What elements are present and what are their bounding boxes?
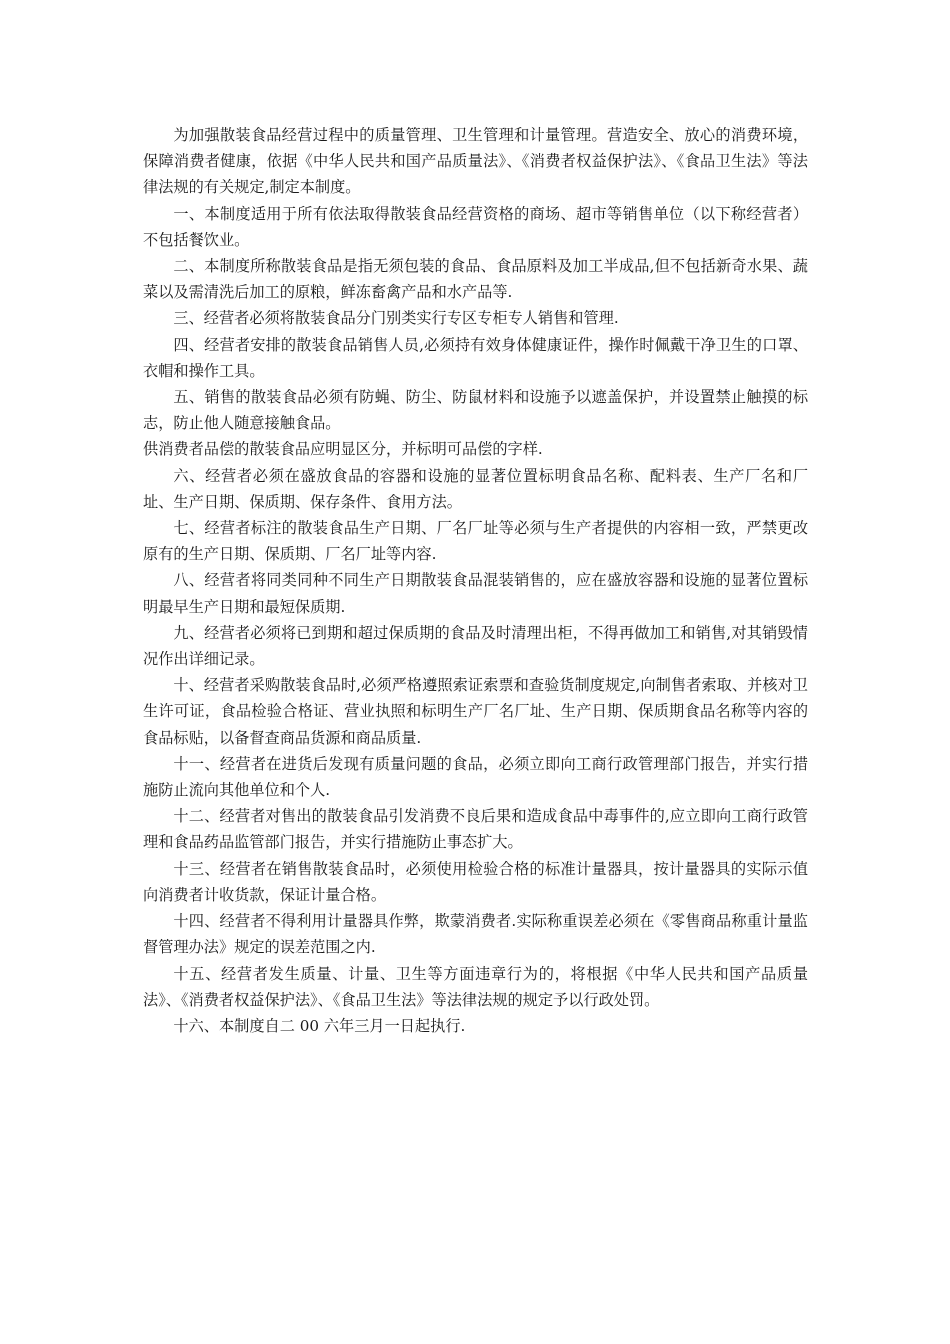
paragraph-article-2: 二、本制度所称散装食品是指无须包装的食品、食品原料及加工半成品,但不包括新奇水果、蔬菜以及需清洗后加工的原粮，鲜冻畜禽产品和水产品等. <box>143 257 808 302</box>
paragraph-article-1: 一、本制度适用于所有依法取得散装食品经营资格的商场、超市等销售单位（以下称经营者）不包括餐饮业。 <box>143 204 808 249</box>
paragraph-article-4: 四、经营者安排的散装食品销售人员,必须持有效身体健康证件，操作时佩戴干净卫生的口罩、衣帽和操作工具。 <box>143 335 808 380</box>
paragraph-article-6: 六、经营者必须在盛放食品的容器和设施的显著位置标明食品名称、配料表、生产厂名和厂址、生产日期、保质期、保存条件、食用方法。 <box>143 466 808 511</box>
paragraph-article-13: 十三、经营者在销售散装食品时，必须使用检验合格的标准计量器具，按计量器具的实际示值向消费者计收货款，保证计量合格。 <box>143 859 808 904</box>
document-body <box>143 122 808 1039</box>
paragraph-article-3: 三、经营者必须将散装食品分门别类实行专区专柜专人销售和管理. <box>173 309 619 328</box>
paragraph-article-9: 九、经营者必须将已到期和超过保质期的食品及时清理出柜，不得再做加工和销售,对其销毁情况作出详细记录。 <box>143 623 808 669</box>
paragraph-article-11: 十一、经营者在进货后发现有质量问题的食品，必须立即向工商行政管理部门报告，并实行措施防止流向其他单位和个人. <box>143 754 808 800</box>
paragraph-article-14: 十四、经营者不得利用计量器具作弊，欺蒙消费者.实际称重误差必须在《零售商品称重计量监督管理办法》规定的误差范围之内. <box>143 912 808 957</box>
paragraph-article-7: 七、经营者标注的散装食品生产日期、厂名厂址等必须与生产者提供的内容相一致，严禁更改原有的生产日期、保质期、厂名厂址等内容. <box>143 519 808 564</box>
paragraph-article-5: 五、销售的散装食品必须有防蝇、防尘、防鼠材料和设施予以遮盖保护，并设置禁止触摸的标志，防止他人随意接触食品。 <box>143 388 808 433</box>
paragraph-article-12: 十二、经营者对售出的散装食品引发消费不良后果和造成食品中毒事件的,应立即向工商行政管理和食品药品监管部门报告，并实行措施防止事态扩大。 <box>143 807 808 852</box>
paragraph-intro: 为加强散装食品经营过程中的质量管理、卫生管理和计量管理。营造安全、放心的消费环境，保障消费者健康，依据《中华人民共和国产品质量法》、《消费者权益保护法》、《食品卫生法》等法律法规的有关规定,制定本制度。 <box>143 126 808 197</box>
paragraph-article-15: 十五、经营者发生质量、计量、卫生等方面违章行为的，将根据《中华人民共和国产品质量法》、《消费者权益保护法》、《食品卫生法》等法律法规的规定予以行政处罚。 <box>143 964 808 1009</box>
paragraph-article-10: 十、经营者采购散装食品时,必须严格遵照索证索票和查验货制度规定,向制售者索取、并核对卫生许可证，食品检验合格证、营业执照和标明生产厂名厂址、生产日期、保质期食品名称等内容的食品标贴，以备督查商品货源和商品质量. <box>143 676 808 747</box>
paragraph-article-5-note: 供消费者品偿的散装食品应明显区分，并标明可品偿的字样. <box>143 440 543 459</box>
paragraph-article-8: 八、经营者将同类同种不同生产日期散装食品混装销售的，应在盛放容器和设施的显著位置标明最早生产日期和最短保质期. <box>143 571 808 616</box>
paragraph-article-16: 十六、本制度自二 00 六年三月一日起执行. <box>173 1016 466 1035</box>
